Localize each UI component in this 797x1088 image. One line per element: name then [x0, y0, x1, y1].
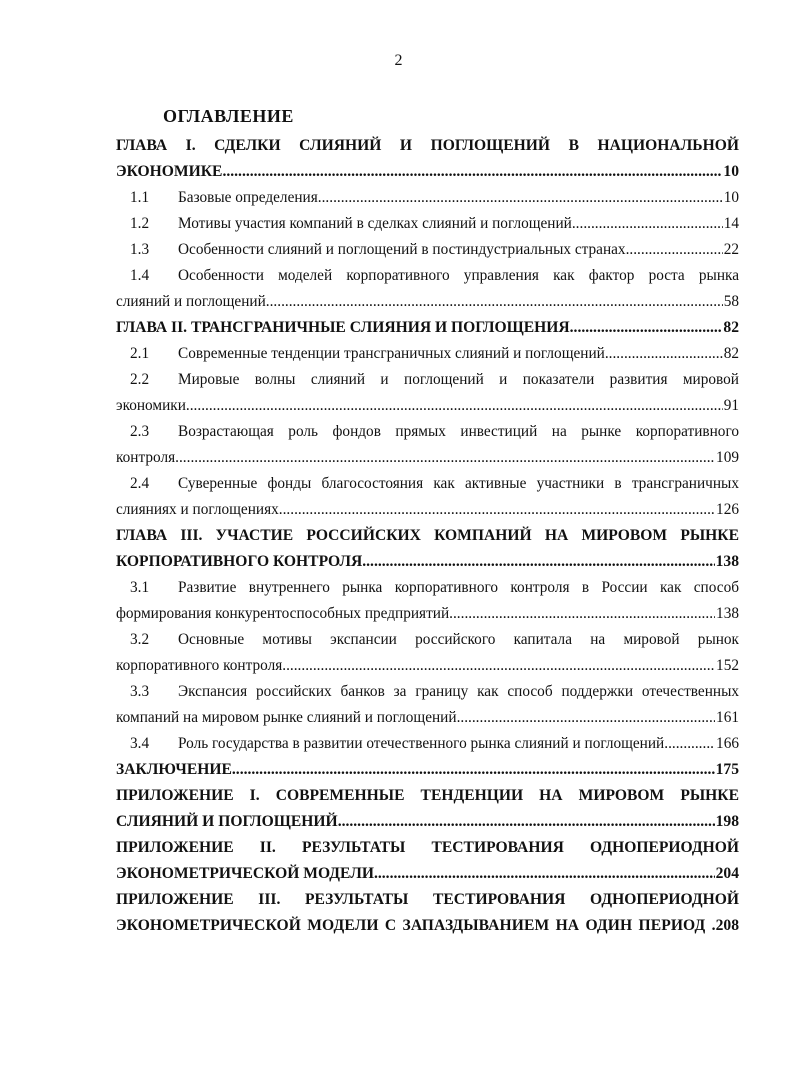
section-page: 161 — [716, 709, 739, 726]
appendix-2-page: 204 — [715, 865, 739, 882]
dot-leader — [266, 289, 723, 315]
toc-appendix-1-end[interactable] — [116, 809, 739, 835]
toc-section-1-4-end[interactable] — [116, 289, 739, 315]
section-title-line1: Мировые волны слияний и поглощений и показатели развития мировой — [178, 371, 739, 388]
toc-section-3-2[interactable] — [116, 627, 739, 653]
section-page: 152 — [716, 657, 739, 674]
section-page: 22 — [723, 241, 739, 258]
toc-section-2-1[interactable] — [116, 341, 739, 367]
chapter-3-page: 138 — [715, 553, 739, 570]
section-number: 1.2 — [130, 215, 150, 232]
dot-leader — [222, 159, 722, 185]
section-title-line1: Развитие внутреннего рынка корпоративного контроля в России как способ — [178, 579, 739, 596]
section-page: 109 — [716, 449, 739, 466]
section-title: Современные тенденции трансграничных слияний и поглощений — [178, 345, 605, 362]
conclusion-page: 175 — [715, 761, 739, 778]
section-title-line2: компаний на мировом рынке слияний и поглощений — [116, 709, 457, 726]
section-page: 82 — [723, 345, 739, 362]
section-title-line2: контроля — [116, 449, 176, 466]
toc-chapter-3[interactable] — [116, 523, 739, 549]
toc-section-3-1[interactable] — [116, 575, 739, 601]
appendix-3-title-line2: ЭКОНОМЕТРИЧЕСКОЙ МОДЕЛИ С ЗАПАЗДЫВАНИЕМ НА ОДИН ПЕРИОД . — [116, 917, 716, 934]
dot-leader — [457, 705, 715, 731]
dot-leader — [449, 601, 715, 627]
toc-chapter-1[interactable] — [116, 133, 739, 159]
appendix-2-title-line1: ПРИЛОЖЕНИЕ II. РЕЗУЛЬТАТЫ ТЕСТИРОВАНИЯ ОДНОПЕРИОДНОЙ — [116, 839, 739, 856]
section-number: 1.4 — [130, 267, 150, 284]
chapter-2-page: 82 — [723, 319, 739, 336]
dot-leader — [279, 497, 715, 523]
dot-leader — [664, 731, 715, 757]
toc-chapter-2[interactable] — [116, 315, 739, 341]
appendix-2-title-line2: ЭКОНОМЕТРИЧЕСКОЙ МОДЕЛИ — [116, 865, 374, 882]
toc-appendix-1[interactable] — [116, 783, 739, 809]
dot-leader — [282, 653, 715, 679]
section-page: 91 — [723, 397, 739, 414]
chapter-3-title-line1: ГЛАВА III. УЧАСТИЕ РОССИЙСКИХ КОМПАНИЙ НА МИРОВОМ РЫНКЕ — [116, 527, 739, 544]
chapter-1-title-line1: ГЛАВА I. СДЕЛКИ СЛИЯНИЙ И ПОГЛОЩЕНИЙ В НАЦИОНАЛЬНОЙ — [116, 137, 739, 154]
toc-section-1-3[interactable] — [116, 237, 739, 263]
toc-section-3-1-end[interactable] — [116, 601, 739, 627]
appendix-1-title-line1: ПРИЛОЖЕНИЕ I. СОВРЕМЕННЫЕ ТЕНДЕНЦИИ НА МИРОВОМ РЫНКЕ — [116, 787, 739, 804]
dot-leader — [362, 549, 714, 575]
appendix-1-title-line2: СЛИЯНИЙ И ПОГЛОЩЕНИЙ — [116, 813, 338, 830]
toc-appendix-2-end[interactable] — [116, 861, 739, 887]
section-number: 1.1 — [130, 189, 150, 206]
chapter-1-title-line2: ЭКОНОМИКЕ — [116, 163, 223, 180]
conclusion-title: ЗАКЛЮЧЕНИЕ — [116, 761, 232, 778]
section-title-line1: Суверенные фонды благосостояния как активные участники в трансграничных — [178, 475, 739, 492]
section-number: 3.2 — [130, 631, 150, 648]
toc-section-1-1[interactable] — [116, 185, 739, 211]
toc-section-3-3[interactable] — [116, 679, 739, 705]
toc-section-2-3-end[interactable] — [116, 445, 739, 471]
toc-section-2-2[interactable] — [116, 367, 739, 393]
toc-appendix-2[interactable] — [116, 835, 739, 861]
section-title-line1: Основные мотивы экспансии российского капитала на мировой рынок — [178, 631, 739, 648]
page-number: 2 — [394, 52, 403, 69]
appendix-3-title-line1: ПРИЛОЖЕНИЕ III. РЕЗУЛЬТАТЫ ТЕСТИРОВАНИЯ ОДНОПЕРИОДНОЙ — [116, 891, 739, 908]
section-title-line2: корпоративного контроля — [116, 657, 283, 674]
section-title: Мотивы участия компаний в сделках слияний и поглощений — [178, 215, 572, 232]
section-page: 126 — [716, 501, 739, 518]
dot-leader — [338, 809, 715, 835]
toc-chapter-1-end[interactable] — [116, 159, 739, 185]
section-number: 2.3 — [130, 423, 150, 440]
section-title-line2: экономики — [116, 397, 186, 414]
section-page: 10 — [723, 189, 739, 206]
appendix-1-page: 198 — [715, 813, 739, 830]
section-page: 14 — [723, 215, 739, 232]
section-number: 2.4 — [130, 475, 150, 492]
toc-section-3-2-end[interactable] — [116, 653, 739, 679]
dot-leader — [572, 211, 723, 237]
section-page: 166 — [716, 735, 739, 752]
section-title-line1: Возрастающая роль фондов прямых инвестиций на рынке корпоративного — [178, 423, 739, 440]
section-number: 2.2 — [130, 371, 150, 388]
section-title-line2: формирования конкурентоспособных предприятий — [116, 605, 450, 622]
appendix-3-page: 208 — [715, 917, 739, 934]
section-number: 3.3 — [130, 683, 150, 700]
section-page: 138 — [716, 605, 739, 622]
section-title: Базовые определения — [178, 189, 318, 206]
toc-section-1-2[interactable] — [116, 211, 739, 237]
toc-appendix-3[interactable] — [116, 887, 739, 913]
toc-section-3-4[interactable] — [116, 731, 739, 757]
section-title: Роль государства в развитии отечественного рынка слияний и поглощений — [178, 735, 665, 752]
section-number: 1.3 — [130, 241, 150, 258]
toc-title: ОГЛАВЛЕНИЕ — [163, 106, 294, 126]
section-title-line1: Экспансия российских банков за границу как способ поддержки отечественных — [178, 683, 739, 700]
toc-section-2-2-end[interactable] — [116, 393, 739, 419]
toc-section-1-4[interactable] — [116, 263, 739, 289]
section-title-line2: слияний и поглощений — [116, 293, 266, 310]
toc-section-2-4[interactable] — [116, 471, 739, 497]
chapter-2-title: ГЛАВА II. ТРАНСГРАНИЧНЫЕ СЛИЯНИЯ И ПОГЛОЩЕНИЯ — [116, 319, 570, 336]
dot-leader — [175, 445, 715, 471]
dot-leader — [605, 341, 723, 367]
toc-chapter-3-end[interactable] — [116, 549, 739, 575]
section-title-line1: Особенности моделей корпоративного управления как фактор роста рынка — [178, 267, 739, 284]
toc-section-2-4-end[interactable] — [116, 497, 739, 523]
toc-conclusion[interactable] — [116, 757, 739, 783]
dot-leader — [186, 393, 723, 419]
chapter-1-page: 10 — [723, 163, 739, 180]
table-of-contents — [116, 133, 739, 939]
toc-section-2-3[interactable] — [116, 419, 739, 445]
section-number: 2.1 — [130, 345, 150, 362]
dot-leader — [374, 861, 715, 887]
section-number: 3.4 — [130, 735, 150, 752]
dot-leader — [626, 237, 723, 263]
toc-appendix-3-end[interactable] — [116, 913, 739, 939]
section-page: 58 — [723, 293, 739, 310]
toc-section-3-3-end[interactable] — [116, 705, 739, 731]
section-title: Особенности слияний и поглощений в постиндустриальных странах — [178, 241, 626, 258]
dot-leader — [318, 185, 723, 211]
dot-leader — [232, 757, 715, 783]
section-number: 3.1 — [130, 579, 150, 596]
chapter-3-title-line2: КОРПОРАТИВНОГО КОНТРОЛЯ — [116, 553, 363, 570]
dot-leader — [570, 315, 723, 341]
section-title-line2: слияниях и поглощениях — [116, 501, 279, 518]
